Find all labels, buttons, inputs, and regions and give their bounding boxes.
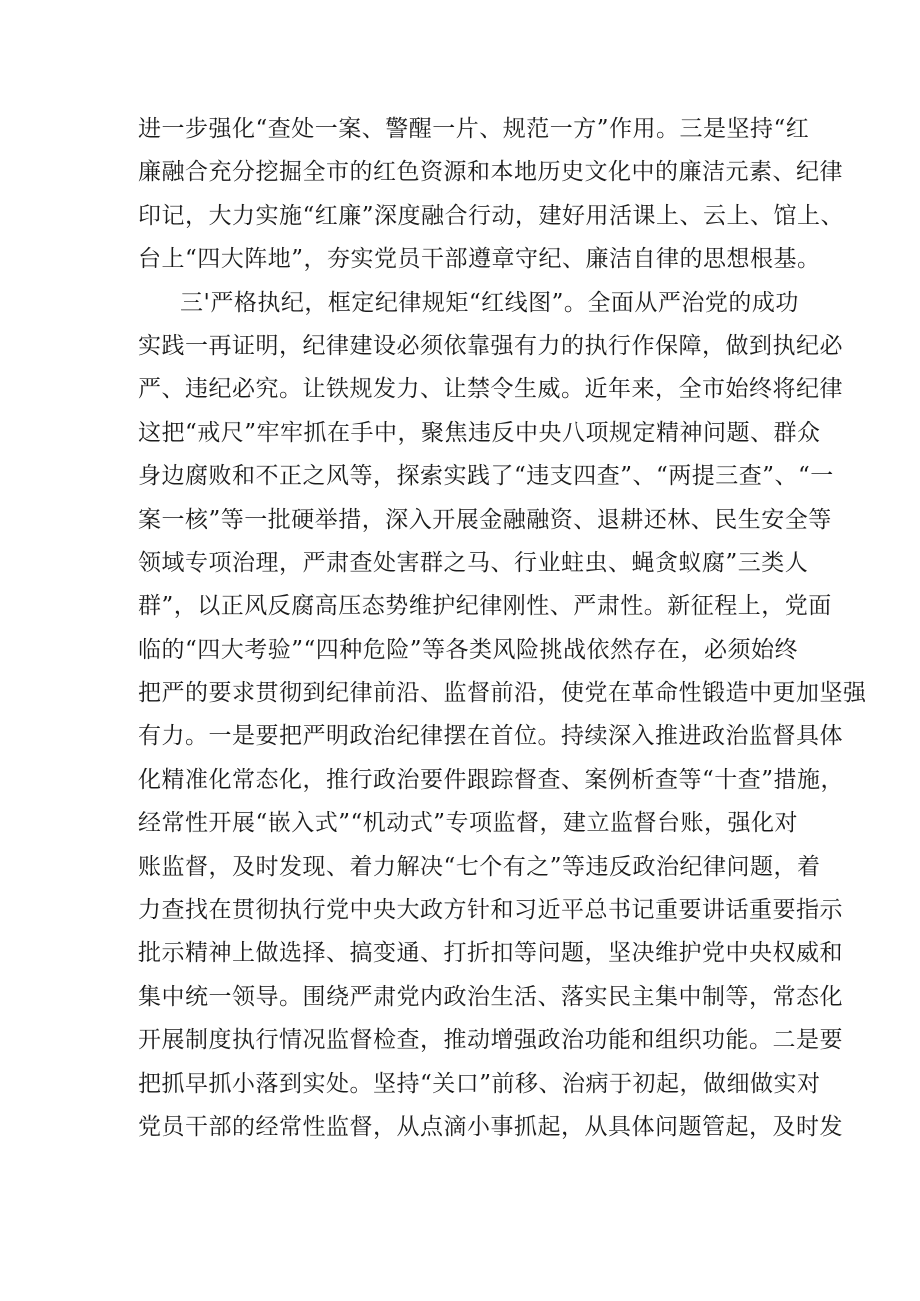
text-line-22: 开展制度执行情况监督检查，推动增强政治功能和组织功能。二是要 [138,1027,843,1054]
text-line-16: 化精准化常态化，推行政治要件跟踪督查、案例析查等“十查”措施， [138,766,845,793]
body-text [138,108,867,1149]
text-line-15: 有力。一是要把严明政治纪律摆在首位。持续深入推进政治监督具体 [138,723,843,750]
text-line-3: 印记，大力实施“红廉”深度融合行动，建好用活课上、云上、馆上、 [138,202,845,229]
text-line-11: 领域专项治理，严肃查处害群之马、行业蛀虫、蝇贪蚁腐”三类人 [138,549,809,576]
text-line-20: 批示精神上做选择、搞变通、打折扣等问题，坚决维护党中央权威和 [138,940,843,967]
text-line-1: 进一步强化“查处一案、警醒一片、规范一方”作用。三是坚持“红 [138,116,810,142]
text-line-21: 集中统一领导。围绕严肃党内政治生活、落实民主集中制等，常态化 [138,983,843,1010]
text-line-10: 案一核”等一批硬举措，深入开展金融融资、退耕还林、民生安全等 [138,506,832,533]
text-line-4: 台上“四大阵地”，夯实党员干部遵章守纪、廉洁自律的思想根基。 [138,246,821,273]
text-line-18: 账监督，及时发现、着力解决“七个有之”等违反政治纪律问题，着 [138,853,821,880]
text-line-19: 力查找在贯彻执行党中央大政方针和习近平总书记重要讲话重要指示 [138,897,843,924]
text-line-6: 实践一再证明，纪律建设必须依靠强有力的执行作保障，做到执纪必 [138,332,843,359]
text-line-13: 临的“四大考验”“四种危险”等各类风险挑战依然存在，必须始终 [138,636,799,663]
text-line-12: 群”，以正风反腐高压态势维护纪律刚性、严肃性。新征程上，党面 [138,593,832,620]
text-line-14: 把严的要求贯彻到纪律前沿、监督前沿，使党在革命性锻造中更加坚强 [138,680,867,707]
text-line-23: 把抓早抓小落到实处。坚持“关口”前移、治病于初起，做细做实对 [138,1070,821,1097]
section-heading-line: 三'严格执纪，框定纪律规矩“红线图”。全面从严治党的成功 [180,289,799,316]
text-line-9: 身边腐败和不正之风等，探索实践了“违支四查”、“两提三查”、“一 [138,463,834,490]
text-line-17: 经常性开展“嵌入式”“机动式”专项监督，建立监督台账，强化对 [138,810,799,837]
text-line-7: 严、违纪必究。让铁规发力、让禁令生威。近年来，全市始终将纪律 [138,376,843,403]
text-line-8: 这把“戒尺”牢牢抓在手中，聚焦违反中央八项规定精神问题、群众 [138,419,821,446]
text-line-2: 廉融合充分挖掘全市的红色资源和本地历史文化中的廉洁元素、纪律 [138,159,843,186]
text-line-24: 党员干部的经常性监督，从点滴小事抓起，从具体问题管起，及时发 [138,1113,843,1140]
